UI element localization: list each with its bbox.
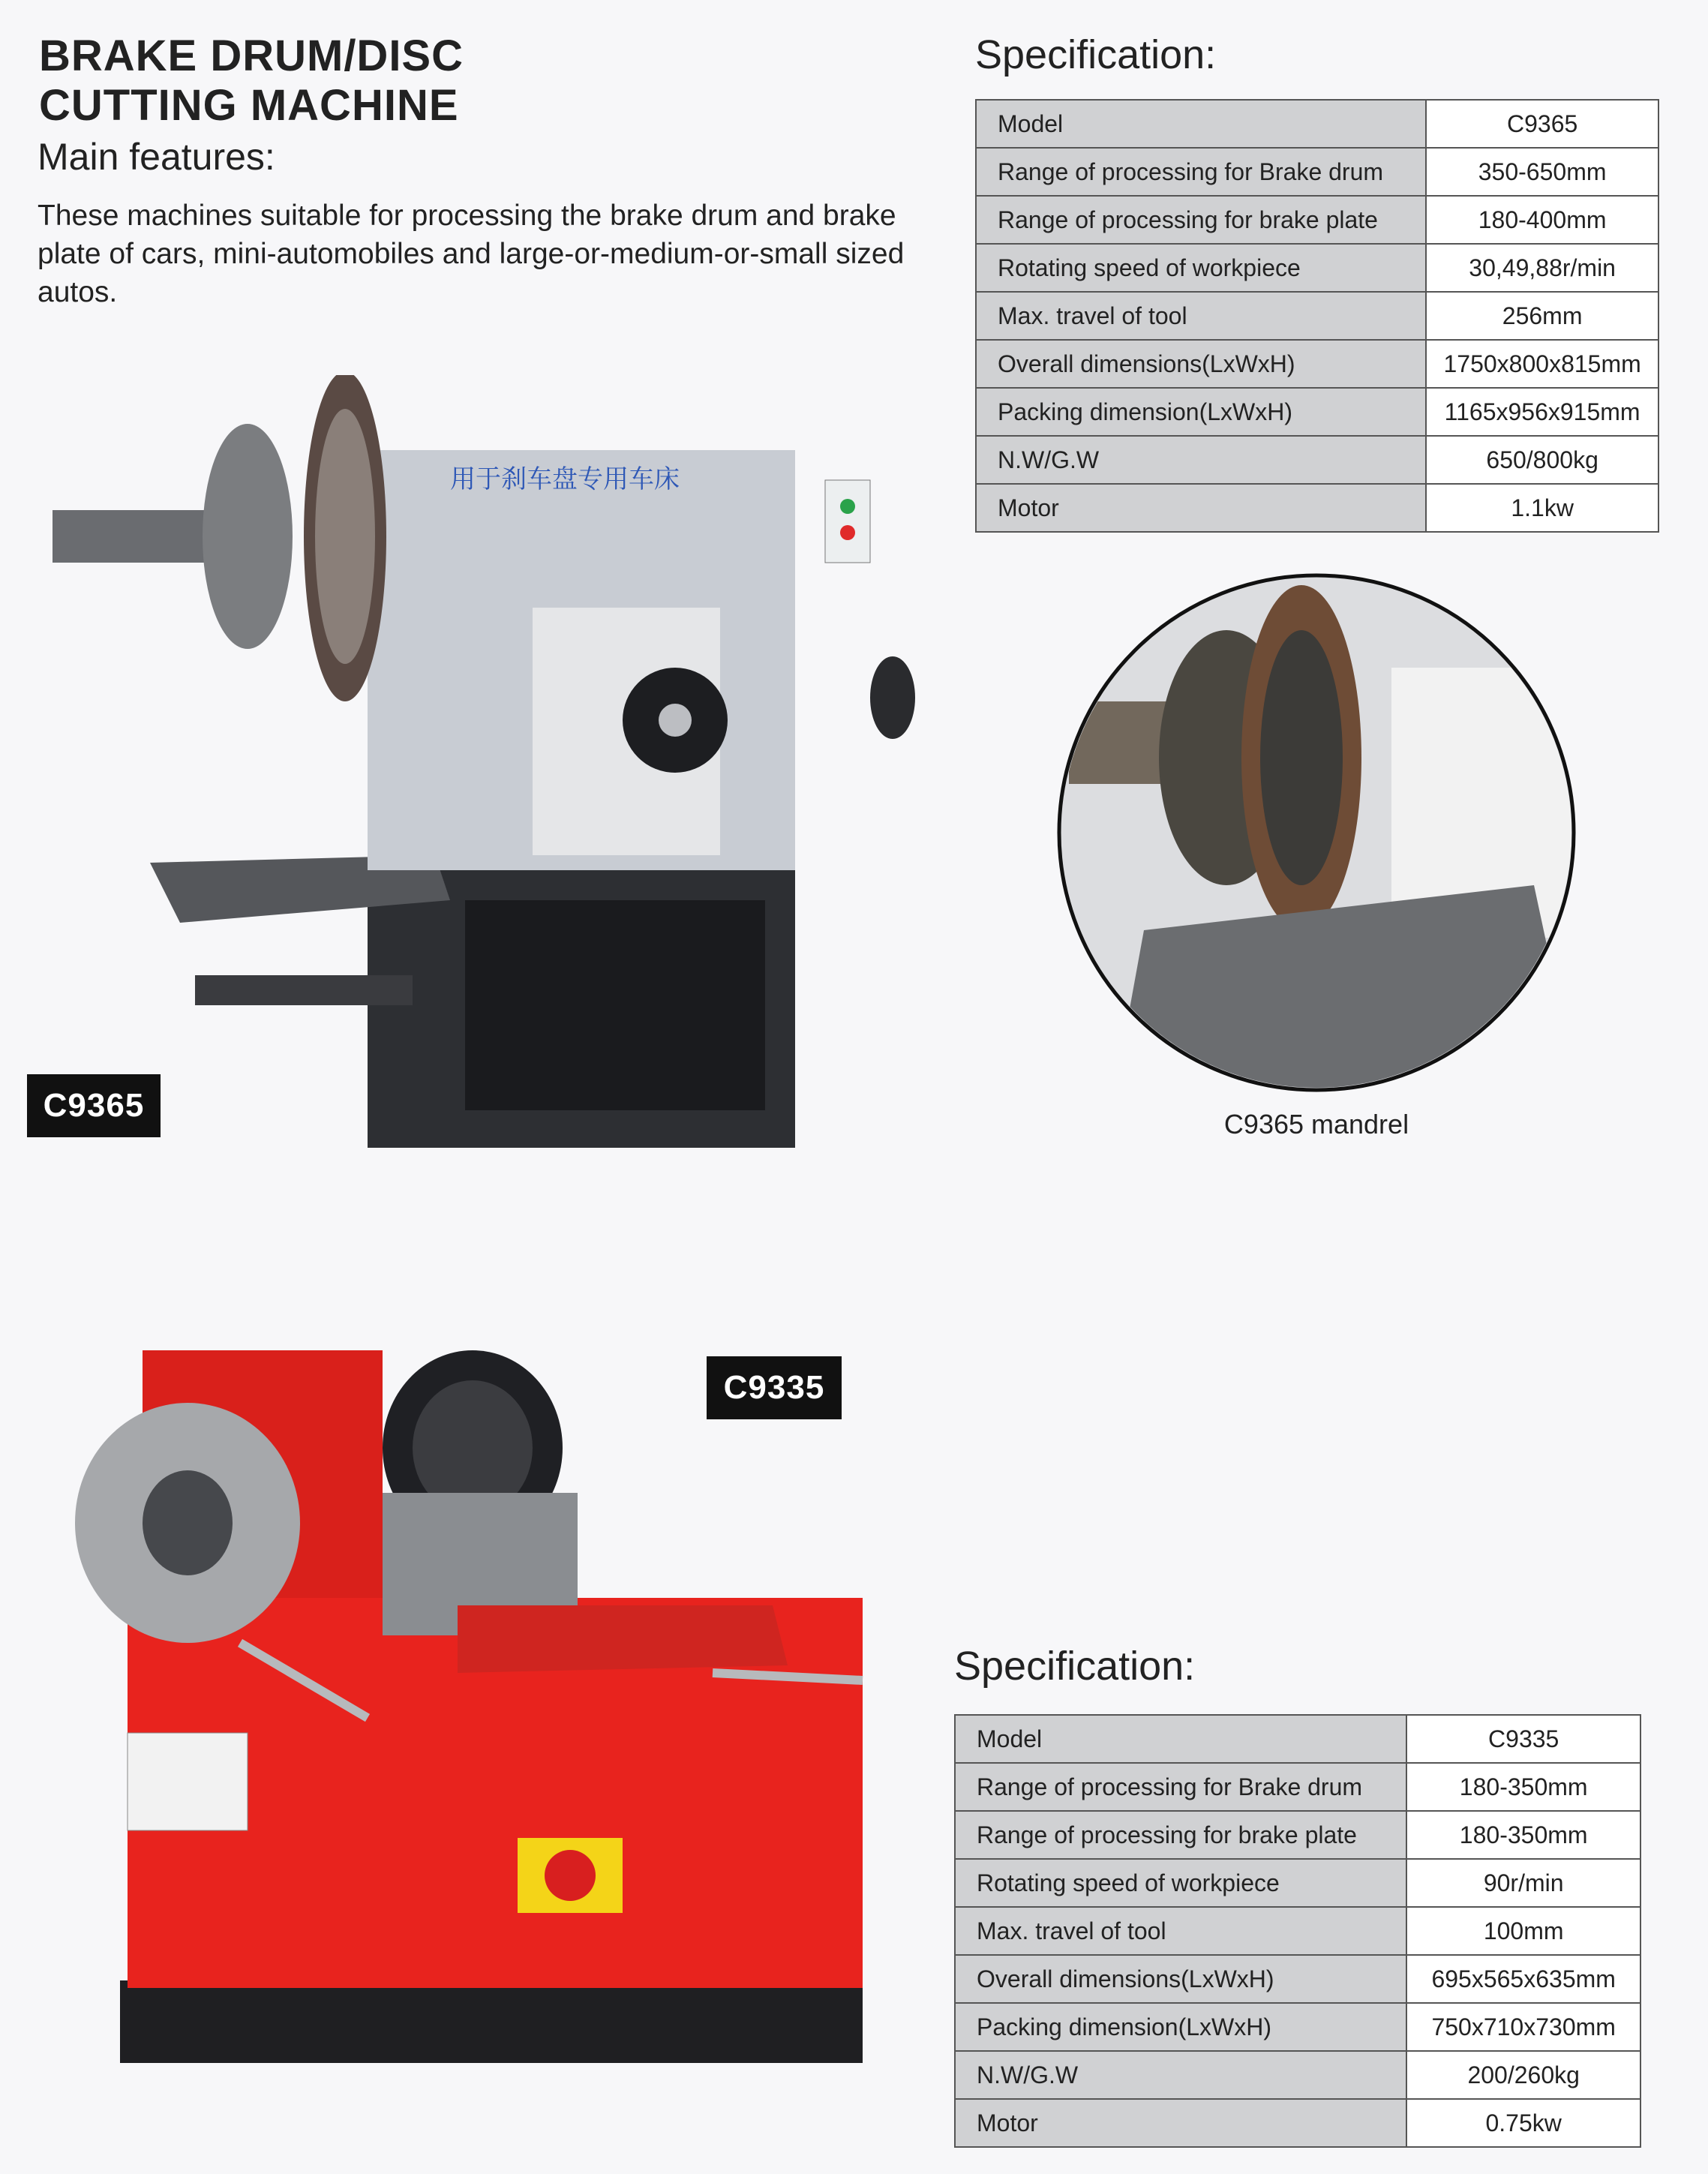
spec1-label: Range of processing for brake plate — [976, 196, 1426, 244]
spec2-row — [955, 2099, 1640, 2147]
spec2-table — [954, 1714, 1641, 2148]
spec1-value: C9365 — [1426, 100, 1658, 148]
spec2-value: 695x565x635mm — [1406, 1955, 1640, 2003]
spec2-value: 90r/min — [1406, 1859, 1640, 1907]
base-cavity — [465, 900, 765, 1110]
spec1-table — [975, 99, 1659, 533]
handwheel-hub — [659, 704, 692, 737]
spec1-value: 1165x956x915mm — [1426, 388, 1658, 436]
spec2-value: C9335 — [1406, 1715, 1640, 1763]
spec1-row — [976, 196, 1658, 244]
spec1-label: Packing dimension(LxWxH) — [976, 388, 1426, 436]
c9335-model-tag: C9335 — [707, 1356, 842, 1419]
c9365-model-tag: C9365 — [27, 1074, 161, 1137]
side-crank — [870, 656, 915, 739]
spec1-label: Rotating speed of workpiece — [976, 244, 1426, 292]
spec1-row — [976, 484, 1658, 532]
spec1-label: Motor — [976, 484, 1426, 532]
title-line-2: CUTTING MACHINE — [39, 81, 459, 130]
spec1-label: Max. travel of tool — [976, 292, 1426, 340]
spec1-row — [976, 100, 1658, 148]
nameplate — [128, 1733, 248, 1830]
spec2-row — [955, 1907, 1640, 1955]
spec1-value: 1.1kw — [1426, 484, 1658, 532]
spec1-row — [976, 244, 1658, 292]
rotor-hub — [1260, 630, 1343, 885]
spec2-label: Range of processing for Brake drum — [955, 1763, 1406, 1811]
title-line-1: BRAKE DRUM/DISC — [39, 32, 464, 80]
spec2-label: Model — [955, 1715, 1406, 1763]
spec1-label: Model — [976, 100, 1426, 148]
spec2-row — [955, 1955, 1640, 2003]
spec2-heading: Specification: — [954, 1644, 1196, 1689]
spec2-value: 180-350mm — [1406, 1811, 1640, 1859]
emergency-stop — [545, 1850, 596, 1901]
spec2-row — [955, 1715, 1640, 1763]
spec1-row — [976, 340, 1658, 388]
spec2-row — [955, 1763, 1640, 1811]
c9365-machine-illustration — [45, 375, 930, 1170]
spec2-row — [955, 2051, 1640, 2099]
spec1-value: 256mm — [1426, 292, 1658, 340]
c9365-mandrel-photo — [1054, 570, 1579, 1095]
spec1-row — [976, 148, 1658, 196]
spec2-value: 100mm — [1406, 1907, 1640, 1955]
spec2-value: 200/260kg — [1406, 2051, 1640, 2099]
stop-button — [840, 525, 855, 540]
spec1-row — [976, 292, 1658, 340]
mandrel-flange — [203, 424, 293, 649]
machine-base — [120, 1980, 863, 2063]
feed-arm — [195, 975, 413, 1005]
spec1-value: 1750x800x815mm — [1426, 340, 1658, 388]
spec2-value: 180-350mm — [1406, 1763, 1640, 1811]
mandrel-caption: C9365 mandrel — [1223, 1109, 1409, 1140]
spec2-label: Max. travel of tool — [955, 1907, 1406, 1955]
panel-label: 用于刹车盘专用车床 — [450, 464, 680, 494]
spec2-label: Overall dimensions(LxWxH) — [955, 1955, 1406, 2003]
features-heading: Main features: — [38, 136, 275, 178]
spec2-value: 0.75kw — [1406, 2099, 1640, 2147]
intro-paragraph: These machines suitable for processing the brake drum and brake plate of cars, mini-automobiles and large-or-medium-or-small sized autos. — [38, 200, 905, 308]
c9335-machine-illustration — [53, 1328, 893, 2078]
spec1-value: 350-650mm — [1426, 148, 1658, 196]
spec2-label: Packing dimension(LxWxH) — [955, 2003, 1406, 2051]
start-button — [840, 499, 855, 514]
spec2-row — [955, 1859, 1640, 1907]
spec2-row — [955, 2003, 1640, 2051]
spec2-value: 750x710x730mm — [1406, 2003, 1640, 2051]
spec2-label: Range of processing for brake plate — [955, 1811, 1406, 1859]
switch-box — [825, 480, 870, 563]
spec1-label: Range of processing for Brake drum — [976, 148, 1426, 196]
page-title — [39, 32, 464, 131]
spec1-label: Overall dimensions(LxWxH) — [976, 340, 1426, 388]
spec2-label: Motor — [955, 2099, 1406, 2147]
spec2-row — [955, 1811, 1640, 1859]
spec1-heading: Specification: — [975, 32, 1217, 77]
spec1-row — [976, 388, 1658, 436]
spec2-label: N.W/G.W — [955, 2051, 1406, 2099]
spec1-value: 650/800kg — [1426, 436, 1658, 484]
disc-hub — [143, 1470, 233, 1575]
cross-slide — [458, 1605, 788, 1673]
spec2-label: Rotating speed of workpiece — [955, 1859, 1406, 1907]
spec1-label: N.W/G.W — [976, 436, 1426, 484]
brake-disc-face — [315, 409, 375, 664]
spec1-value: 180-400mm — [1426, 196, 1658, 244]
spec1-row — [976, 436, 1658, 484]
spec1-value: 30,49,88r/min — [1426, 244, 1658, 292]
